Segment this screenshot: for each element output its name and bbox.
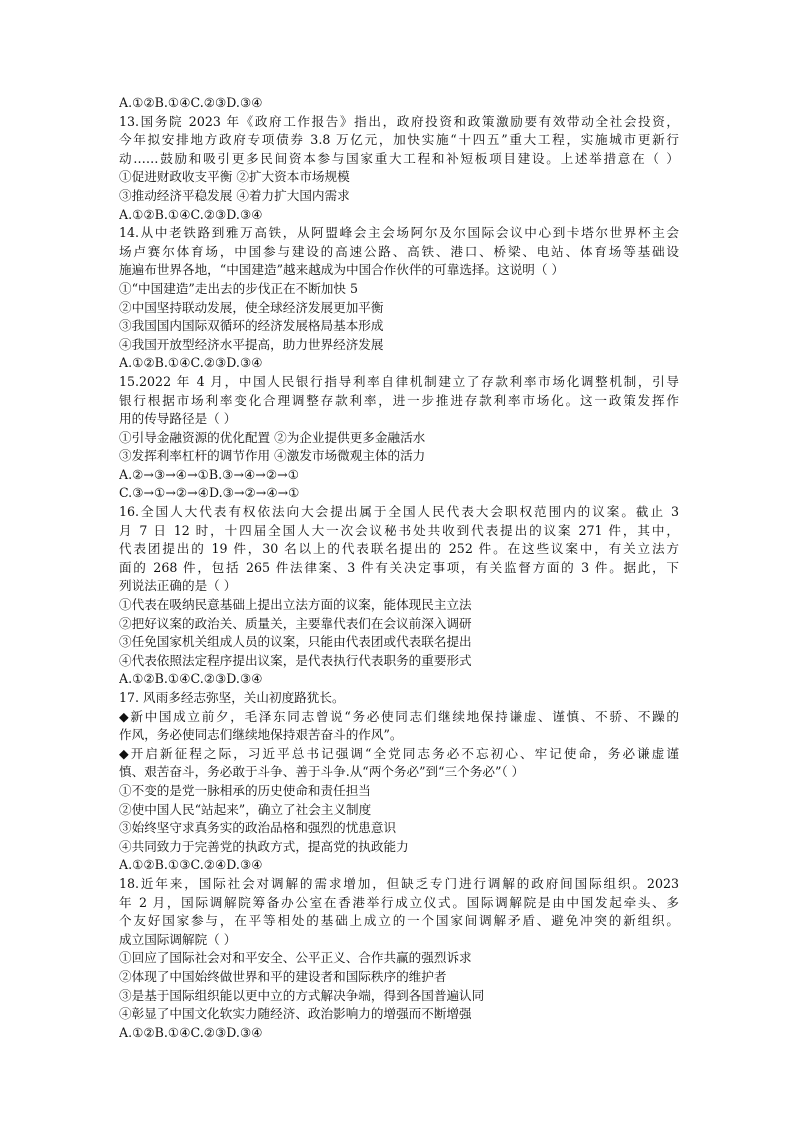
text-line: ③发挥利率杠杆的调节作用 ④激发市场微观主体的活力 bbox=[119, 448, 426, 464]
exam-page bbox=[119, 94, 679, 1042]
text-line: 施遍布世界各地，“中国建造”越来越成为中国合作伙伴的可靠选择。这说明（ ） bbox=[119, 262, 565, 278]
text-line: ①引导金融资源的优化配置 ②为企业提供更多金融活水 bbox=[119, 429, 426, 445]
text-line: 作风，务必使同志们继续地保持艰苦奋斗的作风”。 bbox=[119, 727, 403, 743]
text-line: 面的 268 件，包括 265 件法律案、3 件有关决定事项，有关监督方面的 3 件。据此，下 bbox=[119, 559, 679, 575]
text-line: ④彰显了中国文化软实力随经济、政治影响力的增强而不断增强 bbox=[119, 1006, 472, 1022]
text-line: ②体现了中国始终做世界和平的建设者和国际秩序的维护者 bbox=[119, 968, 447, 984]
text-line: 动……鼓励和吸引更多民间资本参与国家重大工程和补短板项目建设。上述举措意在（ ） bbox=[119, 150, 679, 166]
text-line: ③任免国家机关组成人员的议案，只能由代表团或代表联名提出 bbox=[119, 634, 472, 650]
text-line: ③推动经济平稳发展 ④着力扩大国内需求 bbox=[119, 187, 350, 203]
text-line: A.①②B.①④C.②③D.③④ bbox=[119, 671, 263, 687]
text-line: ③始终坚守求真务实的政治品格和强烈的忧患意识 bbox=[119, 820, 397, 836]
text-line: 代表团提出的 19 件，30 名以上的代表联名提出的 252 件。在这些议案中，有关立法方 bbox=[119, 541, 679, 557]
text-line: 个友好国家参与，在平等相处的基础上成立的一个国家间调解矛盾、避免冲突的新组织。 bbox=[119, 913, 679, 929]
text-line: 15.2022 年 4 月，中国人民银行指导利率自律机制建立了存款利率市场化调整机制，引导 bbox=[119, 373, 679, 389]
text-line: 17. 风雨多经志弥坚，关山初度路犹长。 bbox=[119, 690, 345, 705]
text-line: ①回应了国际社会对和平安全、公平正义、合作共赢的强烈诉求 bbox=[119, 950, 472, 966]
text-line: 年 2 月，国际调解院筹备办公室在香港举行成立仪式。国际调解院是由中国发起牵头、多 bbox=[119, 894, 679, 910]
text-line: 慎、艰苦奋斗，务必敢于斗争、善于斗争.从“两个务必”到“三个务必”（ ） bbox=[119, 764, 525, 780]
text-line: ③我国国内国际双循环的经济发展格局基本形成 bbox=[119, 318, 384, 334]
text-line: ②使中国人民“站起来”，确立了社会主义制度 bbox=[119, 801, 372, 817]
text-line: 列说法正确的是（ ） bbox=[119, 578, 237, 594]
text-line: A.①②B.①④C.②③D.③④ bbox=[119, 1024, 263, 1040]
text-line: 场卢赛尔体育场，中国参与建设的高速公路、高铁、港口、桥梁、电站、体育场等基础设 bbox=[119, 243, 679, 259]
text-line: A.①②B.①③C.②④D.③④ bbox=[119, 857, 263, 873]
text-line: ◆开启新征程之际，习近平总书记强调“全党同志务必不忘初心、牢记使命，务必谦虚谨 bbox=[119, 745, 679, 761]
text-line: A.①②B.①④C.②③D.③④ bbox=[119, 95, 263, 110]
text-line: 今年拟安排地方政府专项债券 3.8 万亿元，加快实施“十四五”重大工程，实施城市更新行 bbox=[119, 132, 679, 148]
text-line: 成立国际调解院（ ） bbox=[119, 931, 237, 947]
text-line: ④我国开放型经济水平提高，助力世界经济发展 bbox=[119, 336, 384, 352]
text-line: 14.从中老铁路到雅万高铁，从阿盟峰会主会场阿尔及尔国际会议中心到卡塔尔世界杯主会 bbox=[119, 225, 679, 241]
text-line: C.③→①→②→④D.③→②→④→① bbox=[119, 485, 300, 501]
text-line: ①促进财政收支平衡 ②扩大资本市场规模 bbox=[119, 169, 350, 185]
text-line: ②中国坚持联动发展，使全球经济发展更加平衡 bbox=[119, 299, 384, 315]
text-line: 月 7 日 12 时，十四届全国人大一次会议秘书处共收到代表提出的议案 271 件，其中， bbox=[119, 522, 679, 538]
text-line: ◆新中国成立前夕，毛泽东同志曾说“务必使同志们继续地保持谦虚、谨慎、不骄、不躁的 bbox=[119, 708, 679, 724]
text-line: ④代表依照法定程序提出议案，是代表执行代表职务的重要形式 bbox=[119, 652, 472, 668]
text-line: ④共同致力于完善党的执政方式，提高党的执政能力 bbox=[119, 838, 409, 854]
text-line: 13.国务院 2023 年《政府工作报告》指出，政府投资和政策激励要有效带动全社会投资， bbox=[119, 113, 679, 129]
text-line: ①代表在吸纳民意基础上提出立法方面的议案，能体现民主立法 bbox=[119, 597, 472, 613]
text-line: 18.近年来，国际社会对调解的需求增加，但缺乏专门进行调解的政府间国际组织。2023 bbox=[119, 875, 679, 891]
text-line: 用的传导路径是（ ） bbox=[119, 411, 237, 427]
text-line: A.②→③→④→①B.③→④→②→① bbox=[119, 466, 299, 482]
text-line: ③是基于国际组织能以更中立的方式解决争端，得到各国普遍认同 bbox=[119, 987, 485, 1003]
text-line: 银行根据市场利率变化合理调整存款利率，进一步推进存款利率市场化。这一政策发挥作 bbox=[119, 392, 679, 408]
text-line: A.①②B.①④C.②③D.③④ bbox=[119, 206, 263, 222]
text-line: ①“中国建造”走出去的步伐正在不断加快 5 bbox=[119, 280, 358, 296]
text-line: ②把好议案的政治关、质量关，主要靠代表们在会议前深入调研 bbox=[119, 615, 472, 631]
text-line: 16.全国人大代表有权依法向大会提出属于全国人民代表大会职权范围内的议案。截止 3 bbox=[119, 504, 679, 520]
text-line: A.①②B.①④C.②③D.③④ bbox=[119, 355, 263, 371]
text-line: ①不变的是党一脉相承的历史使命和责任担当 bbox=[119, 782, 371, 798]
